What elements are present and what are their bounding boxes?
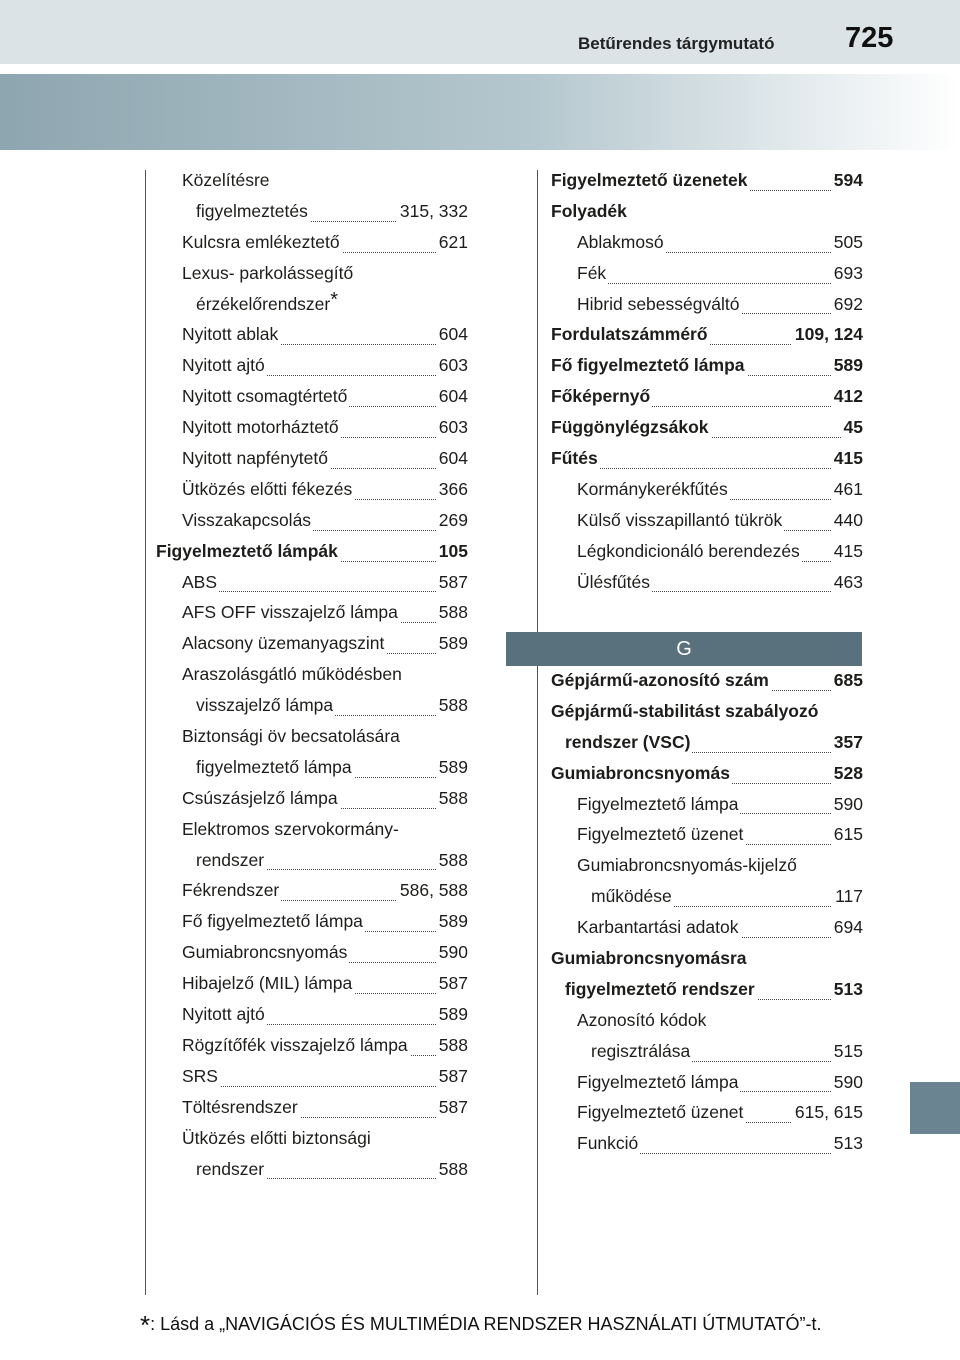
index-entry xyxy=(156,660,468,691)
index-page-ref: 693 xyxy=(831,263,863,284)
index-entry xyxy=(156,290,468,321)
index-term xyxy=(577,917,741,938)
index-term-text: Visszakapcsolás xyxy=(182,509,312,530)
index-term xyxy=(577,1102,745,1123)
index-entry xyxy=(551,1068,863,1099)
index-page-ref: 463 xyxy=(831,572,863,593)
index-entry xyxy=(156,1124,468,1155)
index-term xyxy=(182,726,402,747)
index-term-text: Hibajelző (MIL) lámpa xyxy=(182,973,353,994)
index-entry xyxy=(156,1062,468,1093)
index-term-text: Fűtés xyxy=(551,448,598,469)
index-entry xyxy=(156,351,468,382)
index-page-ref: 117 xyxy=(832,886,863,907)
index-page-ref: 590 xyxy=(436,942,468,963)
index-term-text: Nyitott ajtó xyxy=(182,355,265,376)
index-term-text: Araszolásgátló működésben xyxy=(182,664,402,685)
index-page-ref: 604 xyxy=(436,386,468,407)
header-bar xyxy=(0,0,960,64)
index-term-text: Töltésrendszer xyxy=(182,1096,298,1117)
index-page-ref: 105 xyxy=(436,541,468,562)
index-term xyxy=(196,1159,266,1180)
index-term-text: Fő figyelmeztető lámpa xyxy=(182,911,363,932)
index-term xyxy=(577,232,666,253)
index-page-ref: 588 xyxy=(436,1159,468,1180)
index-term-text: Nyitott motorháztető xyxy=(182,417,339,438)
index-term xyxy=(577,294,741,315)
index-entry xyxy=(551,759,863,790)
index-term xyxy=(182,1128,373,1149)
index-term xyxy=(196,201,310,222)
left-column-rule xyxy=(145,170,146,1295)
index-page-ref: 515 xyxy=(831,1041,863,1062)
index-entry xyxy=(156,753,468,784)
index-entry xyxy=(156,320,468,351)
index-term-text: Hibrid sebességváltó xyxy=(577,293,740,314)
index-term-text: Kulcsra emlékeztető xyxy=(182,231,340,252)
index-entry xyxy=(551,259,863,290)
index-term-text: Fő figyelmeztető lámpa xyxy=(551,355,745,376)
index-entry xyxy=(551,413,863,444)
section-header-g: G xyxy=(506,632,862,666)
index-term xyxy=(577,510,784,531)
index-entry xyxy=(156,938,468,969)
page-number: 725 xyxy=(845,22,894,54)
index-column-right-top xyxy=(551,166,863,598)
footnote-mark: * xyxy=(140,1310,151,1340)
index-term xyxy=(577,824,745,845)
index-page-ref: 45 xyxy=(841,417,863,438)
side-tab-marker xyxy=(910,1082,960,1134)
index-term xyxy=(182,572,219,593)
index-entry xyxy=(551,444,863,475)
index-term xyxy=(182,417,341,438)
index-page-ref: 590 xyxy=(831,794,863,815)
index-page-ref: 505 xyxy=(831,232,863,253)
index-entry xyxy=(551,506,863,537)
index-term-text: Figyelmeztető üzenet xyxy=(577,824,744,845)
index-term xyxy=(182,324,280,345)
index-term xyxy=(156,541,340,562)
index-term xyxy=(182,664,404,685)
index-term-text: Lexus- parkolássegítő xyxy=(182,262,354,283)
index-entry xyxy=(551,666,863,697)
index-term xyxy=(182,788,340,809)
index-page-ref: 603 xyxy=(436,417,468,438)
index-page-ref: 513 xyxy=(831,1133,863,1154)
index-entry xyxy=(551,944,863,975)
index-term-text: Karbantartási adatok xyxy=(577,917,739,938)
index-term xyxy=(182,633,386,654)
index-term xyxy=(565,979,757,1000)
index-term xyxy=(182,479,354,500)
index-term xyxy=(182,1004,267,1025)
index-term xyxy=(551,448,600,469)
index-entry xyxy=(156,1031,468,1062)
index-term xyxy=(551,417,711,438)
index-term xyxy=(182,448,330,469)
index-entry xyxy=(551,975,863,1006)
index-term xyxy=(182,819,401,840)
index-page-ref: 588 xyxy=(436,1035,468,1056)
index-page-ref: 588 xyxy=(436,695,468,716)
index-page-ref: 412 xyxy=(831,386,863,407)
index-entry xyxy=(551,320,863,351)
index-term-text: Gumiabroncsnyomás xyxy=(551,762,730,783)
index-term-text: Gépjármű-azonosító szám xyxy=(551,670,769,690)
index-term-text: Gumiabroncsnyomás-kijelző xyxy=(577,855,797,876)
index-entry xyxy=(156,197,468,228)
index-term xyxy=(577,855,799,876)
index-page-ref: 587 xyxy=(436,572,468,593)
index-term xyxy=(577,1133,640,1154)
index-term xyxy=(551,701,820,722)
index-page-ref: 589 xyxy=(831,355,863,376)
index-column-left xyxy=(156,166,468,1185)
footnote-reference: * xyxy=(330,288,339,311)
index-term-text: érzékelőrendszer xyxy=(196,293,331,314)
index-page-ref: 694 xyxy=(831,917,863,938)
index-term-text: Funkció xyxy=(577,1133,639,1154)
index-entry xyxy=(156,969,468,1000)
index-entry xyxy=(551,1129,863,1160)
index-term xyxy=(551,948,748,969)
index-term xyxy=(577,479,730,500)
index-entry xyxy=(551,351,863,382)
index-term xyxy=(182,1066,220,1087)
index-term-text: Csúszásjelző lámpa xyxy=(182,787,338,808)
index-page-ref: 589 xyxy=(436,911,468,932)
index-term-text: Nyitott ablak xyxy=(182,324,279,345)
index-entry xyxy=(156,568,468,599)
index-entry xyxy=(156,506,468,537)
index-entry xyxy=(156,413,468,444)
index-page-ref: 589 xyxy=(436,633,468,654)
index-page-ref: 588 xyxy=(436,602,468,623)
index-page-ref: 588 xyxy=(436,788,468,809)
index-term-text: SRS xyxy=(182,1065,218,1086)
index-term xyxy=(551,670,771,691)
index-term xyxy=(591,886,674,907)
index-entry xyxy=(551,228,863,259)
decorative-band xyxy=(0,74,960,150)
index-entry xyxy=(156,1155,468,1186)
index-term-text: visszajelző lámpa xyxy=(196,695,334,716)
index-entry xyxy=(551,1037,863,1068)
index-term-text: rendszer xyxy=(196,849,265,870)
index-term xyxy=(196,850,266,871)
index-term-text: figyelmeztető lámpa xyxy=(196,756,352,777)
index-term-text: Kormánykerékfűtés xyxy=(577,478,728,499)
index-term-text: Folyadék xyxy=(551,200,627,221)
index-term-text: Fék xyxy=(577,262,607,283)
index-entry xyxy=(551,790,863,821)
index-entry xyxy=(551,1098,863,1129)
right-column-rule xyxy=(537,170,538,1295)
index-entry xyxy=(156,815,468,846)
index-term-text: Nyitott napfénytető xyxy=(182,448,328,469)
index-entry xyxy=(551,537,863,568)
index-term-text: regisztrálása xyxy=(591,1040,691,1061)
index-page-ref: 415 xyxy=(831,541,863,562)
index-term-text: Gumiabroncsnyomás xyxy=(182,942,348,963)
index-page-ref: 366 xyxy=(436,479,468,500)
index-term-text: Ülésfűtés xyxy=(577,571,650,592)
index-entry xyxy=(156,475,468,506)
index-entry xyxy=(551,728,863,759)
index-term-text: Gumiabroncsnyomásra xyxy=(551,948,747,969)
index-term-text: rendszer (VSC) xyxy=(565,731,691,752)
index-term xyxy=(577,541,802,562)
index-page-ref: 615, 615 xyxy=(792,1102,863,1123)
index-term-text: Rögzítőfék visszajelző lámpa xyxy=(182,1034,408,1055)
index-term-text: ABS xyxy=(182,571,218,592)
index-page-ref: 685 xyxy=(831,670,863,691)
index-page-ref: 587 xyxy=(436,1097,468,1118)
index-page-ref: 604 xyxy=(436,448,468,469)
index-entry xyxy=(551,697,863,728)
footnote-text: : Lásd a „NAVIGÁCIÓS ÉS MULTIMÉDIA RENDSZER HASZNÁLATI ÚTMUTATÓ”-t. xyxy=(150,1314,822,1334)
index-page-ref: 603 xyxy=(436,355,468,376)
index-page-ref: 621 xyxy=(436,232,468,253)
index-page-ref: 615 xyxy=(831,824,863,845)
index-term xyxy=(182,942,349,963)
index-term xyxy=(182,1035,410,1056)
index-term xyxy=(551,386,652,407)
index-term xyxy=(182,263,355,284)
index-page-ref: 461 xyxy=(831,479,863,500)
index-term xyxy=(577,1010,708,1031)
index-entry xyxy=(551,882,863,913)
index-entry xyxy=(551,568,863,599)
index-term xyxy=(196,757,354,778)
index-page-ref: 269 xyxy=(436,510,468,531)
index-page-ref: 528 xyxy=(831,763,863,784)
index-column-right-bottom xyxy=(551,666,863,1160)
index-page-ref: 692 xyxy=(831,294,863,315)
index-term xyxy=(577,794,740,815)
index-entry xyxy=(156,1093,468,1124)
index-term-text: Nyitott ajtó xyxy=(182,1004,265,1025)
index-page-ref: 594 xyxy=(831,170,863,191)
index-term-text: Figyelmeztető lámpa xyxy=(577,1071,739,1092)
index-page-ref: 586, 588 xyxy=(397,880,468,901)
index-term xyxy=(196,695,335,716)
index-term-text: Légkondicionáló berendezés xyxy=(577,540,800,561)
index-entry xyxy=(156,537,468,568)
index-entry xyxy=(551,820,863,851)
index-term xyxy=(182,880,281,901)
index-term xyxy=(196,288,340,315)
index-term xyxy=(551,201,629,222)
index-term xyxy=(182,232,342,253)
index-term-text: Alacsony üzemanyagszint xyxy=(182,633,385,654)
index-term xyxy=(182,1097,300,1118)
index-term xyxy=(577,1072,740,1093)
index-term-text: Biztonsági öv becsatolására xyxy=(182,726,400,747)
index-page-ref: 589 xyxy=(436,1004,468,1025)
index-term-text: Figyelmeztető üzenetek xyxy=(551,170,748,190)
index-entry xyxy=(156,382,468,413)
index-term xyxy=(551,170,749,191)
index-entry xyxy=(551,197,863,228)
index-term xyxy=(577,263,608,284)
footnote xyxy=(140,1310,822,1341)
index-term-text: Figyelmeztető lámpák xyxy=(156,540,338,561)
index-term-text: figyelmeztető rendszer xyxy=(565,978,755,999)
index-entry xyxy=(156,722,468,753)
index-entry xyxy=(156,691,468,722)
index-term-text: Ütközés előtti fékezés xyxy=(182,478,353,499)
index-term-text: Fordulatszámmérő xyxy=(551,324,708,345)
index-entry xyxy=(156,907,468,938)
index-term xyxy=(182,973,354,994)
index-term-text: Gépjármű-stabilitást szabályozó xyxy=(551,700,819,721)
index-entry xyxy=(551,166,863,197)
index-entry xyxy=(551,382,863,413)
page-title: Betűrendes tárgymutató xyxy=(578,34,775,53)
index-page-ref: 109, 124 xyxy=(792,324,863,345)
index-term xyxy=(551,324,710,345)
index-term xyxy=(182,602,400,623)
index-term-text: rendszer xyxy=(196,1158,265,1179)
index-term xyxy=(551,355,747,376)
index-page-ref: 590 xyxy=(831,1072,863,1093)
index-page-ref: 589 xyxy=(436,757,468,778)
index-term xyxy=(551,763,732,784)
index-page-ref: 587 xyxy=(436,1066,468,1087)
index-term-text: Külső visszapillantó tükrök xyxy=(577,509,783,530)
index-term xyxy=(577,572,652,593)
index-page-ref: 513 xyxy=(831,979,863,1000)
index-term-text: figyelmeztetés xyxy=(196,200,308,221)
index-term-text: Figyelmeztető lámpa xyxy=(577,793,739,814)
index-page-ref: 587 xyxy=(436,973,468,994)
index-term xyxy=(565,732,692,753)
index-term-text: Figyelmeztető üzenet xyxy=(577,1102,744,1123)
index-term xyxy=(182,170,272,191)
index-page-ref: 315, 332 xyxy=(397,201,468,222)
index-term-text: Nyitott csomagtértető xyxy=(182,386,348,407)
index-entry xyxy=(156,629,468,660)
index-term-text: Elektromos szervokormány- xyxy=(182,818,399,839)
index-term xyxy=(182,510,313,531)
index-page-ref: 604 xyxy=(436,324,468,345)
index-term-text: Közelítésre xyxy=(182,170,270,190)
index-page-ref: 357 xyxy=(831,732,863,753)
index-term xyxy=(591,1041,692,1062)
index-entry xyxy=(156,1000,468,1031)
index-entry xyxy=(156,598,468,629)
index-entry xyxy=(551,851,863,882)
index-term-text: működése xyxy=(591,886,672,907)
index-page-ref: 415 xyxy=(831,448,863,469)
index-entry xyxy=(156,259,468,290)
index-entry xyxy=(156,876,468,907)
index-term-text: Ütközés előtti biztonsági xyxy=(182,1127,371,1148)
index-entry xyxy=(156,228,468,259)
index-entry xyxy=(551,1006,863,1037)
index-entry xyxy=(156,846,468,877)
index-entry xyxy=(551,290,863,321)
index-term xyxy=(182,911,365,932)
index-entry xyxy=(156,784,468,815)
index-entry xyxy=(156,444,468,475)
index-term-text: Azonosító kódok xyxy=(577,1009,707,1030)
index-term-text: Fékrendszer xyxy=(182,880,280,901)
index-term xyxy=(182,355,267,376)
index-entry xyxy=(156,166,468,197)
index-entry xyxy=(551,913,863,944)
index-page-ref: 588 xyxy=(436,850,468,871)
index-term xyxy=(182,386,349,407)
index-entry xyxy=(551,475,863,506)
index-term-text: Függönylégzsákok xyxy=(551,417,709,438)
index-term-text: AFS OFF visszajelző lámpa xyxy=(182,602,398,623)
index-term-text: Főképernyő xyxy=(551,386,651,407)
index-page-ref: 440 xyxy=(831,510,863,531)
index-term-text: Ablakmosó xyxy=(577,231,664,252)
